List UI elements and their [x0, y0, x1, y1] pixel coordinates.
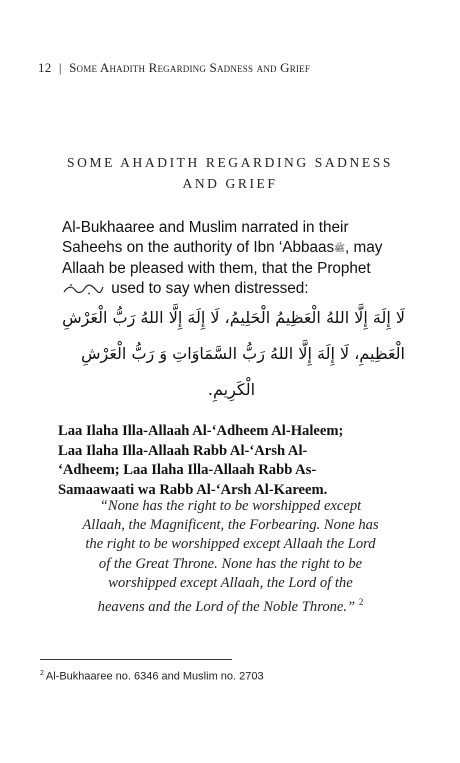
translation: [58, 497, 403, 617]
header-separator: |: [58, 60, 62, 75]
footnote-divider: [40, 659, 232, 660]
arabic-line-3: الْكَرِيمِ.: [207, 380, 256, 399]
transliteration-line-4: Samaawaati wa Rabb Al-‘Arsh Al-Kareem.: [58, 481, 328, 498]
chapter-title-line-1: SOME AHADITH REGARDING SADNESS: [67, 155, 393, 170]
transliteration-line-2: Laa Ilaha Illa-Allaah Rabb Al-‘Arsh Al-: [58, 442, 308, 459]
intro-text-3: used to say when distressed:: [107, 280, 309, 298]
translation-line-3: the right to be worshipped except Allaah the Lord: [85, 536, 376, 553]
translation-line-4: of the Great Throne. None has the right to be: [98, 555, 363, 572]
transliteration-line-3: ‘Adheem; Laa Ilaha Illa-Allaah Rabb As-: [58, 462, 317, 479]
intro-text-2: , may Allaah be pleased with them, that the Prophet: [62, 239, 383, 277]
running-head-title: Some Ahadith Regarding Sadness and Grief: [69, 60, 311, 75]
translation-line-2: Allaah, the Magnificent, the Forbearing. None has: [82, 517, 379, 534]
radiallahu-honorific-icon: ﷺ: [334, 243, 346, 254]
arabic-line-2: الْعَظِيمِ، لَا إِلَهَ إِلَّا اللهُ رَبُّ السَّمَاوَاتِ وَ رَبُّ الْعَرْشِ: [80, 344, 405, 363]
translation-line-6: heavens and the Lord of the Noble Throne.”: [97, 598, 356, 615]
chapter-title-line-2: AND GRIEF: [182, 176, 278, 191]
translation-line-5: worshipped except Allaah, the Lord of the: [108, 574, 353, 591]
intro-paragraph: [62, 218, 402, 300]
transliteration-line-1: Laa Ilaha Illa-Allaah Al-‘Adheem Al-Haleem;: [58, 423, 344, 439]
arabic-supplication: [58, 300, 405, 408]
transliteration: [58, 422, 408, 500]
salallahu-alayhi-wasallam-icon: [62, 283, 104, 295]
chapter-title: [40, 152, 420, 194]
footnote-text: Al-Bukhaaree no. 6346 and Muslim no. 2703: [45, 670, 264, 683]
translation-line-1: “None has the right to be worshipped except: [99, 498, 362, 514]
footnote-marker: 2: [40, 670, 44, 677]
footnote-reference[interactable]: 2: [358, 597, 364, 608]
footnote: [40, 670, 420, 683]
translation-line-6-wrap: [58, 593, 403, 617]
running-head: [38, 60, 438, 76]
page-number: 12: [38, 60, 52, 75]
arabic-line-1: لَا إِلَهَ إِلَّا اللهُ الْعَظِيمُ الْحَلِيمُ، لَا إِلَهَ إِلَّا اللهُ رَبُّ الْعَرْشِ: [62, 308, 405, 327]
intro-text-1: Al-Bukhaaree and Muslim narrated in their Saheehs on the authority of Ibn ‘Abbaas: [62, 219, 349, 257]
